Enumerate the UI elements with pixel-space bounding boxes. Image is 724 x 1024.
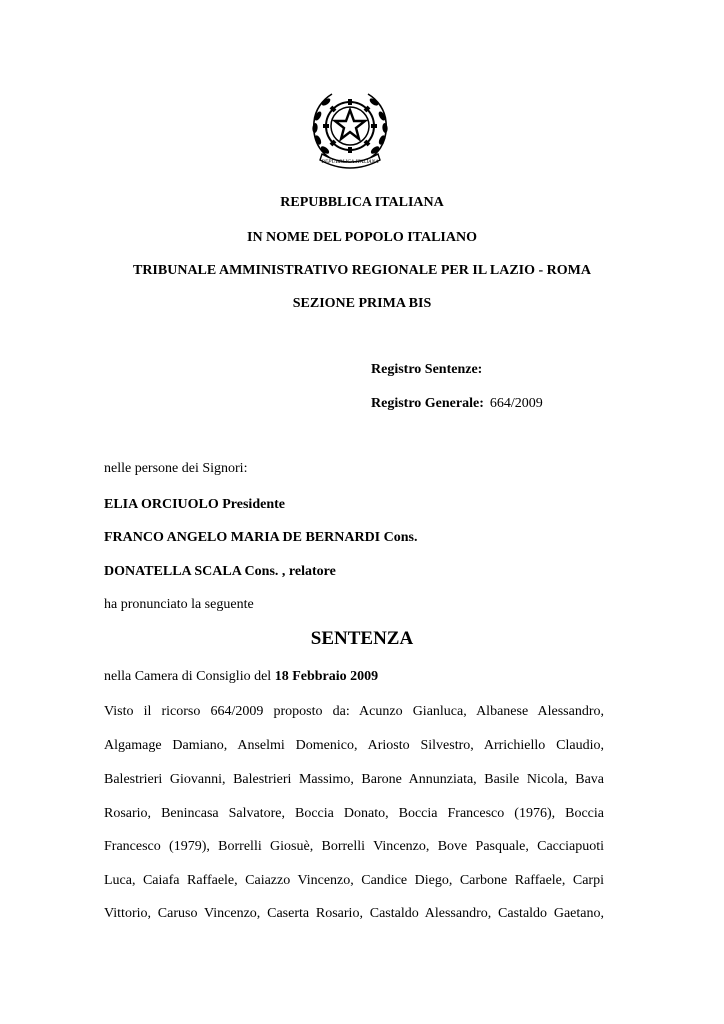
chamber-date: 18 Febbraio 2009 [274, 669, 379, 684]
paragraph-line-5: Francesco (1979), Borrelli Giosuè, Borrelli Vincenzo, Bove Pasquale, Cacciapuoti [104, 839, 604, 854]
sentenza-title: SENTENZA [310, 628, 414, 649]
registro-sentenze [371, 362, 482, 378]
pronounced-line: ha pronunciato la seguente [104, 597, 254, 612]
paragraph-line-1: Visto il ricorso 664/2009 proposto da: Acunzo Gianluca, Albanese Alessandro, [104, 704, 604, 719]
judge-rapporteur: DONATELLA SCALA Cons. , relatore [104, 564, 336, 579]
persons-intro: nelle persone dei Signori: [104, 461, 248, 476]
republic-heading: REPUBBLICA ITALIANA [280, 195, 444, 210]
registro-generale [371, 396, 543, 412]
svg-text:REPUBBLICA ITALIANA: REPUBBLICA ITALIANA [321, 159, 379, 165]
judge-councillor: FRANCO ANGELO MARIA DE BERNARDI Cons. [104, 530, 418, 545]
tribunal-heading: TRIBUNALE AMMINISTRATIVO REGIONALE PER IL LAZIO - ROMA [132, 263, 592, 278]
registro-sentenze-label: Registro Sentenze: [371, 362, 483, 377]
paragraph-line-3: Balestrieri Giovanni, Balestrieri Massimo, Barone Annunziata, Basile Nicola, Bava [104, 772, 604, 787]
chamber-line [104, 669, 378, 685]
paragraph-line-6: Luca, Caiafa Raffaele, Caiazzo Vincenzo, Candice Diego, Carbone Raffaele, Carpi [104, 873, 604, 888]
paragraph-line-7: Vittorio, Caruso Vincenzo, Caserta Rosario, Castaldo Alessandro, Castaldo Gaetano, [104, 906, 604, 921]
paragraph-line-4: Rosario, Benincasa Salvatore, Boccia Donato, Boccia Francesco (1976), Boccia [104, 806, 604, 821]
italian-republic-emblem [302, 86, 398, 172]
chamber-prefix: nella Camera di Consiglio del [104, 669, 275, 684]
popolo-heading: IN NOME DEL POPOLO ITALIANO [247, 230, 477, 245]
paragraph-line-2: Algamage Damiano, Anselmi Domenico, Ariosto Silvestro, Arrichiello Claudio, [104, 738, 604, 753]
judge-president: ELIA ORCIUOLO Presidente [104, 497, 285, 512]
section-heading: SEZIONE PRIMA BIS [292, 296, 432, 311]
registro-generale-value: 664/2009 [489, 396, 543, 411]
registro-generale-label: Registro Generale: [371, 396, 484, 411]
